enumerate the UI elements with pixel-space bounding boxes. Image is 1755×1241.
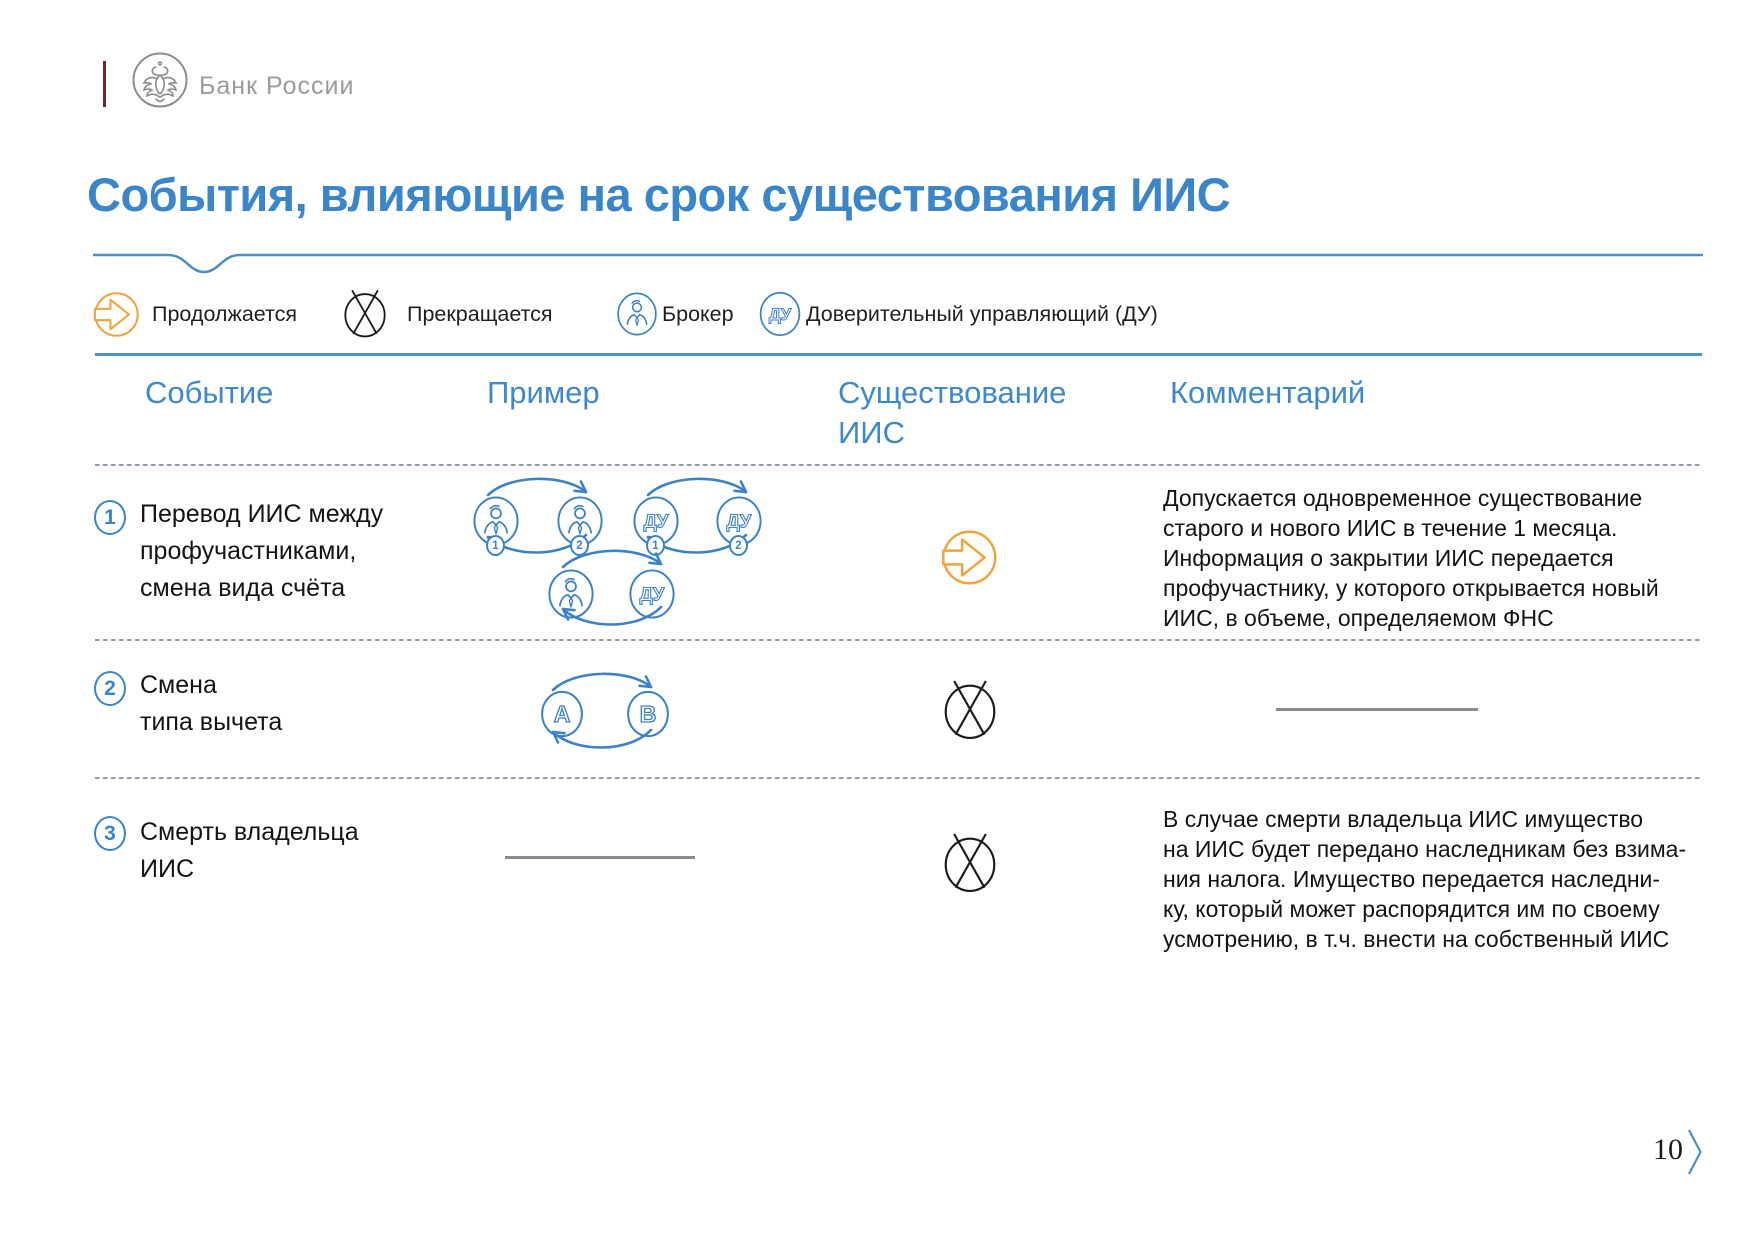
row-number-badge [94, 671, 126, 706]
title-underline [92, 251, 1704, 277]
comment-line: ИИС, в объеме, определяемом ФНС [1163, 605, 1554, 631]
row-separator [95, 639, 1702, 641]
continues-icon [93, 291, 140, 338]
terminates-icon [942, 831, 998, 893]
legend-divider-line [95, 353, 1702, 356]
event-line: ИИС [140, 855, 194, 883]
comment-line: Информация о закрытии ИИС передается [1163, 545, 1614, 571]
comment-line: ку, который может распорядится им по своему [1163, 896, 1660, 922]
comment-line: В случае смерти владельца ИИС имущество [1163, 806, 1644, 832]
deduction-type-b-icon [625, 689, 671, 739]
row-number-badge [94, 816, 126, 851]
page-number: 10 [1653, 1133, 1683, 1166]
legend-label-broker: Брокер [662, 302, 734, 326]
event-cell [140, 496, 383, 607]
no-comment-dash [1276, 708, 1478, 711]
row-number: 2 [104, 676, 116, 700]
participant-number-badge [486, 535, 505, 556]
legend-label-terminates: Прекращается [407, 302, 553, 326]
column-header-comment: Комментарий [1170, 375, 1366, 410]
logo-divider-rule [103, 61, 106, 107]
event-cell [140, 667, 282, 741]
column-header-event: Событие [145, 375, 274, 410]
comment-cell [1163, 483, 1659, 633]
legend-label-continues: Продолжается [152, 302, 298, 326]
comment-line: Допускается одновременное существование [1163, 485, 1643, 511]
terminates-icon [342, 288, 388, 338]
row-separator [95, 777, 1702, 779]
participant-number-badge [729, 535, 748, 556]
bank-of-russia-eagle-icon [131, 50, 189, 110]
event-line: Смерть владельца [140, 818, 359, 846]
no-example-dash [505, 856, 695, 859]
event-line: Перевод ИИС между [140, 500, 384, 528]
row-separator [95, 464, 1702, 466]
comment-line: старого и нового ИИС в течение 1 месяца. [1163, 515, 1618, 541]
continues-icon [941, 529, 998, 586]
comment-line: профучастнику, у которого открывается новый [1163, 575, 1659, 601]
comment-cell [1163, 804, 1686, 954]
broker-icon [547, 568, 595, 620]
page-title: События, влияющие на срок существования ИИС [87, 168, 1231, 221]
event-cell [140, 814, 359, 888]
event-line: профучастниками, [140, 537, 357, 565]
event-line: смена вида счёта [140, 574, 346, 602]
comment-line: на ИИС будет передано наследникам без взима- [1163, 836, 1687, 862]
trustee-icon-label: ДУ [643, 510, 669, 532]
trustee-icon-label: ДУ [768, 304, 792, 324]
badge-number: 1 [652, 539, 659, 552]
badge-number: 2 [576, 539, 583, 552]
letter-a-label: А [553, 700, 571, 727]
row-number: 3 [104, 821, 116, 845]
legend-label-trustee: Доверительный управляющий (ДУ) [806, 302, 1158, 326]
trustee-icon-label: ДУ [639, 583, 665, 605]
terminates-icon [942, 678, 998, 740]
event-line: Смена [140, 671, 217, 699]
letter-b-label: В [639, 700, 657, 727]
comment-line: усмотрению, в т.ч. внести на собственный ИИС [1163, 926, 1670, 952]
broker-icon [616, 291, 658, 337]
badge-number: 2 [735, 539, 742, 552]
column-header-existence: Существование ИИС [838, 375, 1067, 450]
trustee-icon-label: ДУ [726, 510, 752, 532]
row-number: 1 [104, 505, 116, 529]
brand-name: Банк России [199, 72, 355, 100]
row-number-badge [94, 500, 126, 535]
comment-line: ния налога. Имущество передается наследни- [1163, 866, 1661, 892]
column-header-example: Пример [487, 375, 600, 410]
deduction-type-a-icon [539, 689, 585, 739]
trustee-icon [758, 291, 802, 337]
badge-number: 1 [492, 539, 499, 552]
event-line: типа вычета [140, 708, 283, 736]
trustee-icon [628, 568, 676, 620]
page-chevron-icon [1686, 1128, 1704, 1176]
